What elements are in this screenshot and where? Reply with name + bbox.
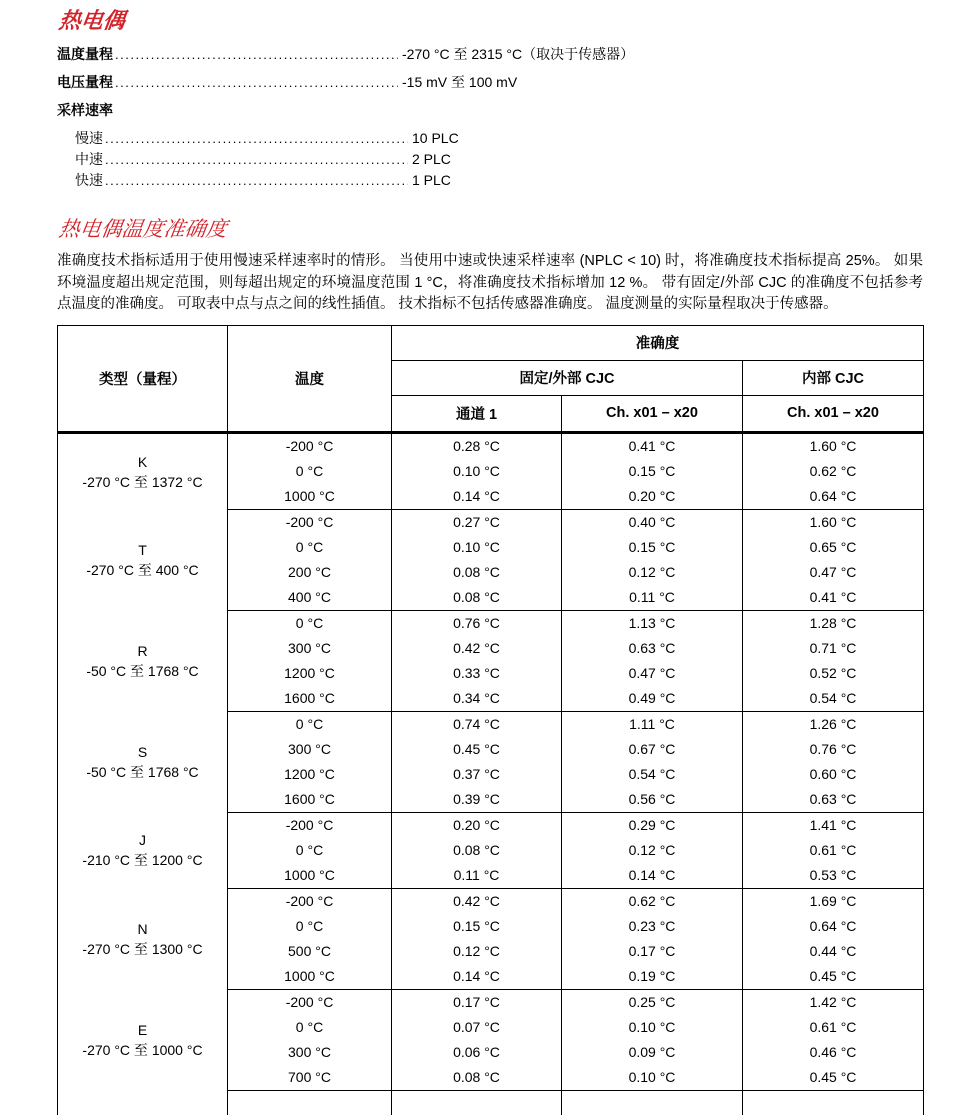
spec-value: 10 PLC <box>412 130 459 146</box>
temperature-cell: 1000 °C <box>228 863 392 889</box>
temperature-cell: 1600 °C <box>228 686 392 712</box>
type-letter: K <box>137 453 148 470</box>
section-paragraph: 准确度技术指标适用于使用慢速采样速率时的情形。 当使用中速或快速采样速率 (NPLC < 10) 时，将准确度技术指标提高 25%。 如果环境温度超出规定范围，则每超出规定的环境温度范围 1 °C，将准确度技术指标增加 12 %。 带有固定/外部 CJC 的准确度不包括参考点温度的准确度。 可取表中点与点之间的线性插值。 技术指标不包括传感器准确度。 温度测量的实际量程取决于传感器。 <box>57 253 923 313</box>
temperature-cell: -200 °C <box>228 509 392 535</box>
table-row <box>58 812 924 838</box>
type-range: -270 °C 至 1372 °C <box>82 473 203 490</box>
accuracy-value-cell: 0.12 °C <box>562 838 743 863</box>
accuracy-value-cell: 0.15 °C <box>392 914 562 939</box>
accuracy-value-cell: 0.76 °C <box>392 610 562 636</box>
accuracy-value-cell: 0.14 °C <box>392 964 562 990</box>
accuracy-value-cell: 0.06 °C <box>392 1040 562 1065</box>
temperature-cell: -200 °C <box>228 432 392 459</box>
spec-row <box>57 170 923 191</box>
type-cell <box>58 812 228 888</box>
accuracy-value-cell: 0.61 °C <box>743 1015 924 1040</box>
accuracy-value-cell: 1.69 °C <box>743 888 924 914</box>
accuracy-value-cell: 0.23 °C <box>562 914 743 939</box>
accuracy-value-cell: 0.17 °C <box>392 989 562 1015</box>
accuracy-value-cell: 0.64 °C <box>743 914 924 939</box>
spec-value: -270 °C 至 2315 °C（取决于传感器） <box>402 46 635 62</box>
header-type-range: 类型（量程） <box>58 325 228 432</box>
accuracy-value-cell: 0.10 °C <box>562 1015 743 1040</box>
accuracy-value-cell: 0.34 °C <box>392 686 562 712</box>
accuracy-value-cell: 0.74 °C <box>392 711 562 737</box>
temperature-cell: 200 °C <box>228 560 392 585</box>
accuracy-value-cell: 0.39 °C <box>392 787 562 813</box>
accuracy-value-cell: 1.26 °C <box>743 711 924 737</box>
accuracy-value-cell: 0.47 °C <box>562 661 743 686</box>
empty-cell <box>58 1090 228 1115</box>
accuracy-value-cell: 0.56 °C <box>562 787 743 813</box>
accuracy-value-cell: 0.11 °C <box>562 585 743 611</box>
accuracy-value-cell: 0.08 °C <box>392 560 562 585</box>
accuracy-table-header <box>58 325 924 432</box>
leader-dots <box>115 74 398 90</box>
accuracy-value-cell: 0.63 °C <box>562 636 743 661</box>
section-title-text: 热电偶温度准确度 <box>57 218 229 241</box>
accuracy-value-cell: 0.46 °C <box>743 1040 924 1065</box>
empty-cell <box>392 1090 562 1115</box>
type-letter: R <box>137 642 148 659</box>
spec-row <box>57 44 923 72</box>
empty-cell <box>562 1090 743 1115</box>
spec-value: 1 PLC <box>412 172 451 188</box>
temperature-cell: -200 °C <box>228 989 392 1015</box>
accuracy-value-cell: 0.08 °C <box>392 1065 562 1091</box>
accuracy-value-cell: 0.10 °C <box>562 1065 743 1091</box>
temperature-cell: 0 °C <box>228 610 392 636</box>
accuracy-value-cell: 0.44 °C <box>743 939 924 964</box>
empty-cell <box>743 1090 924 1115</box>
spec-label: 中速 <box>75 151 103 167</box>
spec-list <box>57 44 923 191</box>
type-range: -270 °C 至 400 °C <box>86 561 199 578</box>
accuracy-value-cell: 0.12 °C <box>392 939 562 964</box>
spec-value: 2 PLC <box>412 151 451 167</box>
header-ch-x01-x20-fixed: Ch. x01 – x20 <box>562 395 743 432</box>
type-range: -270 °C 至 1300 °C <box>82 940 203 957</box>
header-channel-1: 通道 1 <box>392 395 562 432</box>
type-letter: N <box>137 920 148 937</box>
accuracy-value-cell: 0.10 °C <box>392 535 562 560</box>
accuracy-value-cell: 1.42 °C <box>743 989 924 1015</box>
temperature-cell: 1000 °C <box>228 484 392 510</box>
accuracy-value-cell: 1.28 °C <box>743 610 924 636</box>
accuracy-value-cell: 0.33 °C <box>392 661 562 686</box>
spec-value: -15 mV 至 100 mV <box>402 74 518 90</box>
header-temperature: 温度 <box>228 325 392 432</box>
accuracy-value-cell: 0.09 °C <box>562 1040 743 1065</box>
accuracy-value-cell: 0.45 °C <box>392 737 562 762</box>
temperature-cell: 300 °C <box>228 636 392 661</box>
accuracy-value-cell: 0.37 °C <box>392 762 562 787</box>
accuracy-value-cell: 0.08 °C <box>392 585 562 611</box>
accuracy-value-cell: 0.10 °C <box>392 459 562 484</box>
accuracy-value-cell: 1.60 °C <box>743 509 924 535</box>
accuracy-value-cell: 0.54 °C <box>562 762 743 787</box>
temperature-cell: 1200 °C <box>228 762 392 787</box>
accuracy-value-cell: 0.45 °C <box>743 1065 924 1091</box>
accuracy-value-cell: 0.65 °C <box>743 535 924 560</box>
spec-label: 电压量程 <box>57 74 113 90</box>
accuracy-value-cell: 0.62 °C <box>562 888 743 914</box>
accuracy-value-cell: 0.64 °C <box>743 484 924 510</box>
header-fixed-external-cjc: 固定/外部 CJC <box>392 360 743 395</box>
type-cell <box>58 711 228 812</box>
spec-label: 慢速 <box>75 130 103 146</box>
temperature-cell: 400 °C <box>228 585 392 611</box>
accuracy-value-cell: 0.67 °C <box>562 737 743 762</box>
header-accuracy: 准确度 <box>392 325 924 360</box>
accuracy-value-cell: 0.20 °C <box>392 812 562 838</box>
accuracy-value-cell: 0.11 °C <box>392 863 562 889</box>
accuracy-value-cell: 0.61 °C <box>743 838 924 863</box>
accuracy-value-cell: 0.41 °C <box>562 432 743 459</box>
type-range: -270 °C 至 1000 °C <box>82 1041 203 1058</box>
temperature-cell: -200 °C <box>228 888 392 914</box>
accuracy-value-cell: 0.62 °C <box>743 459 924 484</box>
accuracy-value-cell: 0.17 °C <box>562 939 743 964</box>
leader-dots <box>115 46 398 62</box>
type-cell <box>58 509 228 610</box>
temperature-cell: 1600 °C <box>228 787 392 813</box>
spec-row <box>57 72 923 100</box>
type-letter: T <box>138 541 147 558</box>
accuracy-value-cell: 0.63 °C <box>743 787 924 813</box>
accuracy-value-cell: 0.29 °C <box>562 812 743 838</box>
type-letter: S <box>137 743 148 760</box>
accuracy-value-cell: 0.53 °C <box>743 863 924 889</box>
type-cell <box>58 989 228 1090</box>
type-range: -210 °C 至 1200 °C <box>82 852 203 869</box>
type-range: -50 °C 至 1768 °C <box>86 763 199 780</box>
section-title <box>57 217 923 242</box>
accuracy-table <box>57 325 924 1115</box>
spec-label: 温度量程 <box>57 46 113 62</box>
temperature-cell: 300 °C <box>228 737 392 762</box>
accuracy-value-cell: 0.14 °C <box>392 484 562 510</box>
spec-row <box>57 128 923 149</box>
accuracy-value-cell: 0.42 °C <box>392 636 562 661</box>
temperature-cell: 1000 °C <box>228 964 392 990</box>
accuracy-value-cell: 0.19 °C <box>562 964 743 990</box>
temperature-cell: 0 °C <box>228 1015 392 1040</box>
header-internal-cjc: 内部 CJC <box>743 360 924 395</box>
accuracy-value-cell: 0.27 °C <box>392 509 562 535</box>
accuracy-value-cell: 1.11 °C <box>562 711 743 737</box>
accuracy-value-cell: 0.45 °C <box>743 964 924 990</box>
accuracy-value-cell: 0.47 °C <box>743 560 924 585</box>
type-letter: E <box>137 1021 148 1038</box>
leader-dots <box>105 151 408 167</box>
spec-row <box>57 149 923 170</box>
type-range: -50 °C 至 1768 °C <box>86 662 199 679</box>
type-cell <box>58 888 228 989</box>
table-row-cutoff <box>58 1090 924 1115</box>
accuracy-value-cell: 0.52 °C <box>743 661 924 686</box>
accuracy-value-cell: 1.41 °C <box>743 812 924 838</box>
temperature-cell: 0 °C <box>228 711 392 737</box>
accuracy-value-cell: 0.42 °C <box>392 888 562 914</box>
accuracy-value-cell: 0.60 °C <box>743 762 924 787</box>
header-row-1 <box>58 325 924 360</box>
temperature-cell: -200 °C <box>228 812 392 838</box>
temperature-cell: 300 °C <box>228 1040 392 1065</box>
accuracy-value-cell: 0.20 °C <box>562 484 743 510</box>
type-letter: J <box>139 832 146 849</box>
accuracy-value-cell: 0.40 °C <box>562 509 743 535</box>
table-row <box>58 888 924 914</box>
header-ch-x01-x20-internal: Ch. x01 – x20 <box>743 395 924 432</box>
accuracy-value-cell: 1.13 °C <box>562 610 743 636</box>
table-row <box>58 432 924 459</box>
accuracy-value-cell: 0.41 °C <box>743 585 924 611</box>
accuracy-value-cell: 0.15 °C <box>562 535 743 560</box>
accuracy-value-cell: 0.76 °C <box>743 737 924 762</box>
accuracy-value-cell: 0.14 °C <box>562 863 743 889</box>
empty-cell <box>228 1090 392 1115</box>
temperature-cell: 700 °C <box>228 1065 392 1091</box>
spec-label: 采样速率 <box>57 102 113 118</box>
leader-dots <box>105 130 408 146</box>
accuracy-value-cell: 0.71 °C <box>743 636 924 661</box>
table-row <box>58 989 924 1015</box>
accuracy-value-cell: 0.25 °C <box>562 989 743 1015</box>
leader-dots <box>105 172 408 188</box>
accuracy-value-cell: 0.49 °C <box>562 686 743 712</box>
type-cell <box>58 432 228 509</box>
spec-row <box>57 100 923 128</box>
accuracy-value-cell: 0.54 °C <box>743 686 924 712</box>
table-row <box>58 610 924 636</box>
table-row <box>58 509 924 535</box>
table-row <box>58 711 924 737</box>
accuracy-value-cell: 0.12 °C <box>562 560 743 585</box>
temperature-cell: 500 °C <box>228 939 392 964</box>
page-title <box>57 8 923 34</box>
accuracy-table-body <box>58 432 924 1115</box>
temperature-cell: 0 °C <box>228 459 392 484</box>
accuracy-value-cell: 0.15 °C <box>562 459 743 484</box>
temperature-cell: 1200 °C <box>228 661 392 686</box>
spec-label: 快速 <box>75 172 103 188</box>
type-cell <box>58 610 228 711</box>
temperature-cell: 0 °C <box>228 838 392 863</box>
accuracy-value-cell: 0.07 °C <box>392 1015 562 1040</box>
page-title-text: 热电偶 <box>57 8 127 33</box>
accuracy-value-cell: 0.08 °C <box>392 838 562 863</box>
temperature-cell: 0 °C <box>228 535 392 560</box>
accuracy-value-cell: 0.28 °C <box>392 432 562 459</box>
accuracy-value-cell: 1.60 °C <box>743 432 924 459</box>
temperature-cell: 0 °C <box>228 914 392 939</box>
